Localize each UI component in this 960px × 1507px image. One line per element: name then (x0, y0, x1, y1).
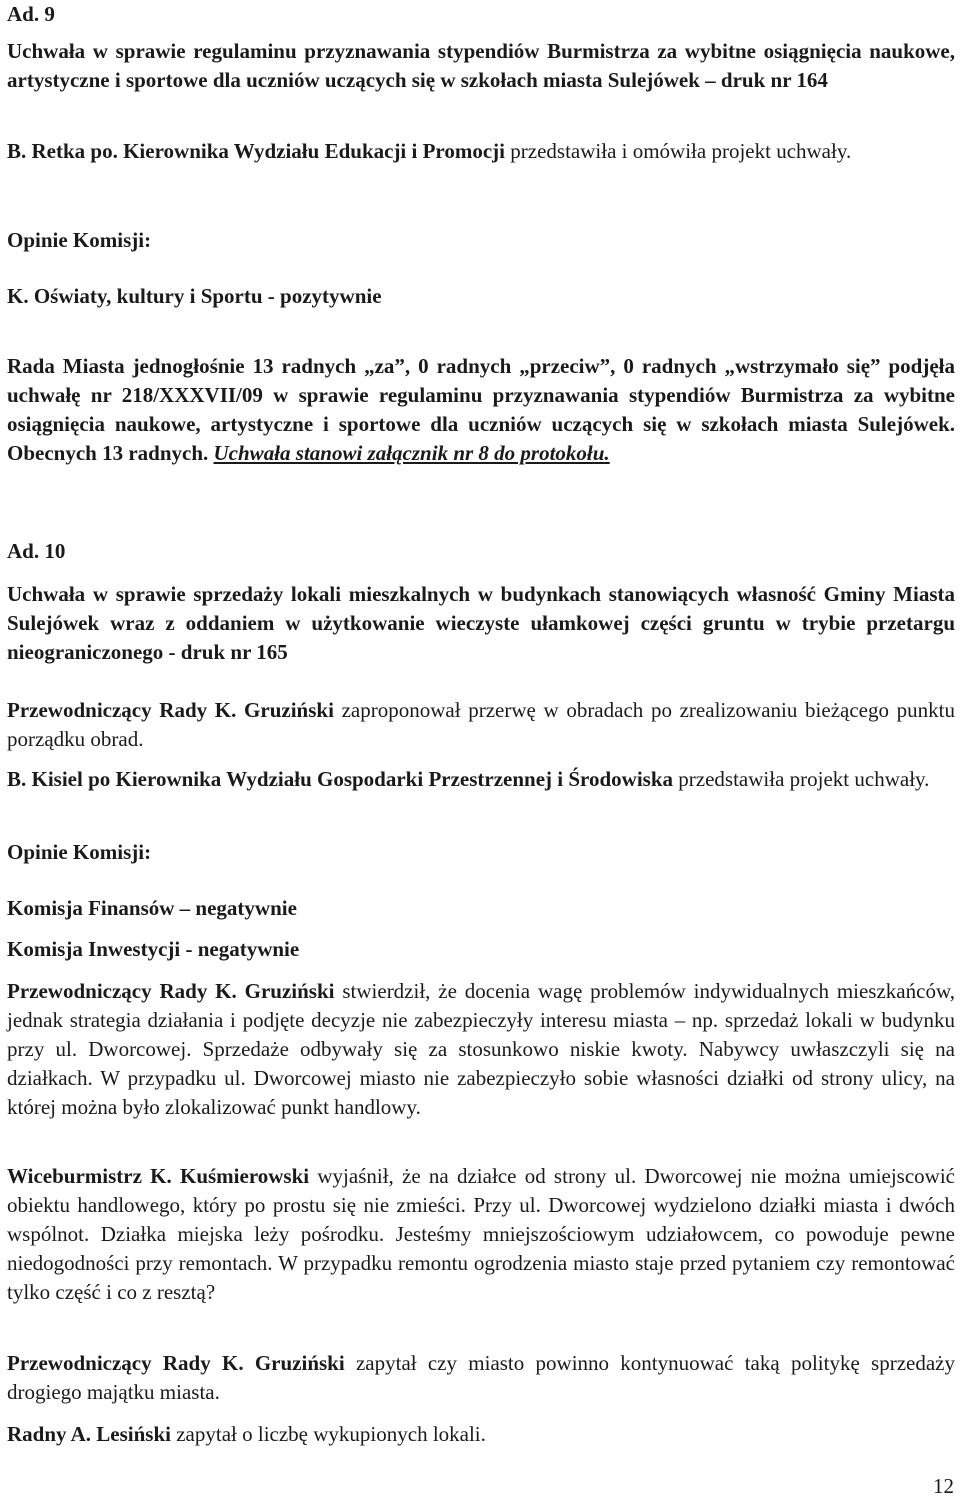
ad9-presenter-text: przedstawiła i omówiła projekt uchwały. (505, 139, 852, 163)
ad10-speaker-2: B. Kisiel po Kierownika Wydziału Gospodarki Przestrzennej i Środowiska (7, 767, 674, 791)
ad9-presenter-name: B. Retka po. Kierownika Wydziału Edukacji i Promocji (7, 139, 506, 163)
page-number: 12 (933, 1474, 954, 1498)
ad10-text-1: zaproponował przerwę w obradach po zrealizowaniu bieżącego punktu porządku obrad. (7, 698, 955, 751)
ad10-speaker-6: Radny A. Lesiński (7, 1422, 171, 1446)
ad10-heading: Ad. 10 (7, 539, 66, 563)
ad10-opinions-label: Opinie Komisji: (7, 840, 152, 864)
ad9-opinions-label: Opinie Komisji: (7, 228, 152, 252)
ad10-text-3: stwierdził, że docenia wagę problemów indywidualnych mieszkańców, jednak strategia działania i podjęte decyzje nie zabezpieczyły interesu miasta – np. sprzedaż lokali w budynku przy ul. Dworcowej. Sprzedaże odbywały się za stosunkowo niskie kwoty. Nabywcy uwłaszczyli się na działkach. W przypadku ul. Dworcowej miasto nie zabezpieczyło sobie własności działki od strony ulicy, na której można było zlokalizować punkt handlowy. (7, 979, 955, 1119)
ad9-opinion-1: K. Oświaty, kultury i Sportu - pozytywnie (7, 284, 382, 308)
ad10-paragraph-2 (7, 765, 955, 794)
ad10-speaker-4: Wiceburmistrz K. Kuśmierowski (7, 1164, 310, 1188)
ad9-presenter-paragraph (7, 137, 955, 166)
ad10-speaker-1: Przewodniczący Rady K. Gruziński (7, 698, 334, 722)
ad10-paragraph-5 (7, 1349, 955, 1407)
ad10-paragraph-1 (7, 696, 955, 754)
ad10-speaker-3: Przewodniczący Rady K. Gruziński (7, 979, 335, 1003)
ad9-title: Uchwała w sprawie regulaminu przyznawania stypendiów Burmistrza za wybitne osiągnięcia naukowe, artystyczne i sportowe dla uczniów uczących się w szkołach miasta Sulejówek – druk nr 164 (7, 39, 955, 92)
ad10-opinion-2: Komisja Inwestycji - negatywnie (7, 937, 300, 961)
ad10-title: Uchwała w sprawie sprzedaży lokali mieszkalnych w budynkach stanowiących własność Gminy Miasta Sulejówek wraz z oddaniem w użytkowanie wieczyste ułamkowej części gruntu w trybie przetargu nieograniczonego - druk nr 165 (7, 582, 955, 664)
ad10-paragraph-4 (7, 1162, 955, 1307)
ad9-heading: Ad. 9 (7, 2, 55, 26)
ad10-speaker-5: Przewodniczący Rady K. Gruziński (7, 1351, 345, 1375)
ad10-paragraph-6 (7, 1420, 955, 1449)
ad9-vote-text: Rada Miasta jednogłośnie 13 radnych „za”, 0 radnych „przeciw”, 0 radnych „wstrzymało się” podjęła uchwałę nr 218/XXXVII/09 w sprawie regulaminu przyznawania stypendiów Burmistrza za wybitne osiągnięcia naukowe, artystyczne i sportowe dla uczniów uczących się w szkołach miasta Sulejówek. Obecnych 13 radnych. (7, 354, 955, 465)
ad9-vote-paragraph (7, 352, 955, 468)
ad10-text-6: zapytał o liczbę wykupionych lokali. (170, 1422, 486, 1446)
ad10-text-4: wyjaśnił, że na działce od strony ul. Dworcowej nie można umiejscowić obiektu handlowego, który po prostu się nie zmieści. Przy ul. Dworcowej wydzielono działki miasta i dwóch wspólnot. Działka miejska leży pośrodku. Jesteśmy mniejszościowym udziałowcem, co powoduje pewne niedogodności przy remontach. W przypadku remontu ogrodzenia miasto staje przed pytaniem czy remontować tylko część i co z resztą? (7, 1164, 955, 1304)
ad10-opinion-1: Komisja Finansów – negatywnie (7, 896, 297, 920)
ad10-text-2: przedstawiła projekt uchwały. (673, 767, 930, 791)
ad9-attachment-note: Uchwała stanowi załącznik nr 8 do protokołu. (213, 441, 610, 465)
ad10-text-5: zapytał czy miasto powinno kontynuować taką politykę sprzedaży drogiego majątku miasta. (7, 1351, 955, 1404)
ad10-paragraph-3 (7, 977, 955, 1122)
